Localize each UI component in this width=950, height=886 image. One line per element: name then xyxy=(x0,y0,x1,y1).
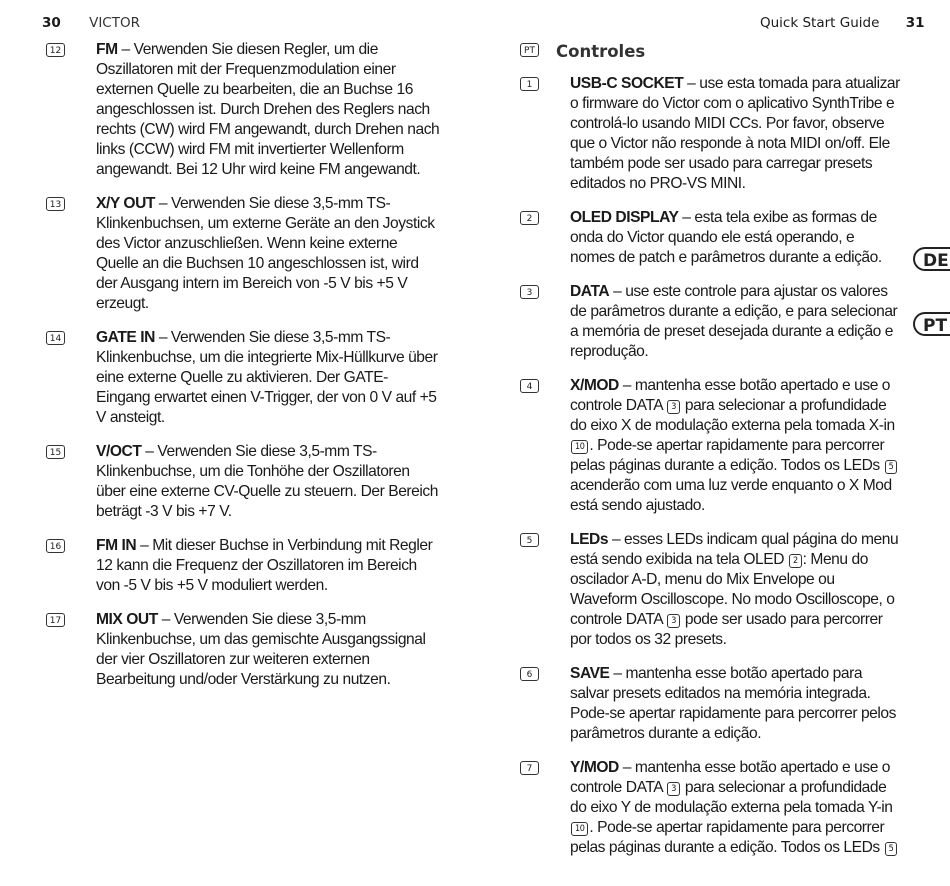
item-number-badge: 14 xyxy=(46,331,65,345)
item-description xyxy=(570,74,900,194)
item-label: Y/MOD xyxy=(570,759,619,776)
item-label: USB-C SOCKET xyxy=(570,75,684,92)
list-item xyxy=(46,442,441,522)
item-description xyxy=(570,376,900,516)
reference-number-box: 10 xyxy=(571,822,588,836)
header-title-left: VICTOR xyxy=(89,15,140,31)
item-label: GATE IN xyxy=(96,329,155,346)
list-item xyxy=(46,536,441,596)
item-text: pode ser usado para percorrer por todos os 32 presets. xyxy=(570,611,883,648)
item-label: X/MOD xyxy=(570,377,619,394)
item-label: V/OCT xyxy=(96,443,142,460)
list-item xyxy=(46,610,441,690)
item-description xyxy=(96,536,441,596)
controls-list xyxy=(520,74,900,858)
item-number-badge: 15 xyxy=(46,445,65,459)
list-item xyxy=(46,40,441,180)
item-description xyxy=(96,442,441,522)
page-number-left: 30 xyxy=(42,15,61,31)
item-text: – mantenha esse botão apertado e use o controle DATA xyxy=(570,759,891,796)
list-item xyxy=(520,530,900,650)
right-column xyxy=(520,40,900,872)
item-text: – Verwenden Sie diesen Regler, um die Oszillatoren mit der Frequenzmodulation einer externen Quelle zu bearbeiten, die an Buchse 16 angeschlossen ist. Durch Drehen des Reglers nach rechts (CW) wird FM angewandt, durch Drehen nach links (CCW) wird FM mit invertierter Wellenform angewandt. Bei 12 Uhr wird keine FM angewandt. xyxy=(96,41,440,178)
item-text: – esta tela exibe as formas de onda do Victor quando ele está operando, e nomes de patch e parâmetros durante a edição. xyxy=(570,209,882,266)
item-description xyxy=(96,194,441,314)
item-text: – use esta tomada para atualizar o firmware do Victor com o aplicativo SynthTribe e controlá-lo usando MIDI CCs. Por favor, observe que o Victor não responde à nota MIDI on/off. Ele também pode ser usado para carregar presets editados no PRO-VS MINI. xyxy=(570,75,900,192)
item-label: FM IN xyxy=(96,537,137,554)
item-label: LEDs xyxy=(570,531,609,548)
reference-number-box: 5 xyxy=(885,460,898,474)
item-label: OLED DISPLAY xyxy=(570,209,679,226)
header-left xyxy=(42,15,140,31)
item-text: – Verwenden Sie diese 3,5-mm TS-Klinkenbuchse, um die Tonhöhe der Oszillatoren über eine externe CV-Quelle zu steuern. Der Bereich beträgt -3 V bis +7 V. xyxy=(96,443,438,520)
item-description xyxy=(96,328,441,428)
item-text: – mantenha esse botão apertado e use o controle DATA xyxy=(570,377,891,414)
language-badge: PT xyxy=(520,43,539,57)
item-number-badge: 7 xyxy=(520,761,539,775)
item-label: FM xyxy=(96,41,118,58)
item-label: MIX OUT xyxy=(96,611,158,628)
item-description xyxy=(96,40,441,180)
reference-number-box: 5 xyxy=(885,842,898,856)
item-text: : Menu do oscilador A-D, menu do Mix Envelope ou Waveform Oscilloscope. No modo Oscilloscope, o controle DATA xyxy=(570,551,895,628)
list-item xyxy=(520,208,900,268)
item-number-badge: 16 xyxy=(46,539,65,553)
item-text: para selecionar a profundidade do eixo Y de modulação externa pela tomada Y-in xyxy=(570,779,893,816)
list-item xyxy=(520,282,900,362)
section-header xyxy=(520,40,900,64)
item-text: – esses LEDs indicam qual página do menu está sendo exibida na tela OLED xyxy=(570,531,899,568)
list-item xyxy=(46,194,441,314)
item-number-badge: 5 xyxy=(520,533,539,547)
item-number-badge: 6 xyxy=(520,667,539,681)
item-label: DATA xyxy=(570,283,610,300)
item-text: – Verwenden Sie diese 3,5-mm Klinkenbuchse, um das gemischte Ausgangssignal der vier Oszillatoren zur weiteren externen Bearbeitung und/oder Verstärkung zu nutzen. xyxy=(96,611,426,688)
item-number-badge: 3 xyxy=(520,285,539,299)
item-description xyxy=(570,664,900,744)
item-text: . Pode-se apertar rapidamente para percorrer pelas páginas durante a edição. Todos os LEDs xyxy=(570,819,885,856)
list-item xyxy=(46,328,441,428)
item-text: – Verwenden Sie diese 3,5-mm TS-Klinkenbuchse, um die integrierte Mix-Hüllkurve über eine externe Quelle zu aktivieren. Der GATE-Eingang erwartet einen V-Trigger, der von 0 V auf +5 V ansteigt. xyxy=(96,329,438,426)
item-text: – Verwenden Sie diese 3,5-mm TS-Klinkenbuchsen, um externe Geräte an den Joystick des Victor anzuschließen. Wenn keine externe Quelle an die Buchsen 10 angeschlossen ist, wird der Ausgang intern im Bereich von -5 V bis +5 V erzeugt. xyxy=(96,195,435,312)
item-text: para selecionar a profundidade do eixo X de modulação externa pela tomada X-in xyxy=(570,397,895,434)
item-number-badge: 1 xyxy=(520,77,539,91)
language-tab-de[interactable]: DE xyxy=(913,247,950,271)
item-label: X/Y OUT xyxy=(96,195,155,212)
item-text: . Pode-se apertar rapidamente para percorrer pelas páginas durante a edição. Todos os LEDs xyxy=(570,437,885,474)
language-tab-pt[interactable]: PT xyxy=(913,312,950,336)
item-number-badge: 17 xyxy=(46,613,65,627)
header-title-right: Quick Start Guide xyxy=(760,15,880,31)
list-item xyxy=(520,758,900,858)
item-text: acenderão com uma luz verde enquanto o X Mod está sendo ajustado. xyxy=(570,477,892,514)
item-label: SAVE xyxy=(570,665,610,682)
item-description xyxy=(570,282,900,362)
item-number-badge: 4 xyxy=(520,379,539,393)
reference-number-box: 3 xyxy=(667,782,680,796)
reference-number-box: 2 xyxy=(789,554,802,568)
item-number-badge: 2 xyxy=(520,211,539,225)
reference-number-box: 10 xyxy=(571,440,588,454)
item-text: – Mit dieser Buchse in Verbindung mit Regler 12 kann die Frequenz der Oszillatoren im Bereich von -5 V bis +5 V moduliert werden. xyxy=(96,537,433,594)
item-number-badge: 12 xyxy=(46,43,65,57)
reference-number-box: 3 xyxy=(667,400,680,414)
reference-number-box: 3 xyxy=(667,614,680,628)
list-item xyxy=(520,376,900,516)
section-title: Controles xyxy=(556,42,646,61)
item-description xyxy=(96,610,441,690)
list-item xyxy=(520,664,900,744)
list-item xyxy=(520,74,900,194)
item-text: – mantenha esse botão apertado para salvar presets editados na memória integrada. Pode-se apertar rapidamente para percorrer pelos parâmetros durante a edição. xyxy=(570,665,896,742)
header-right xyxy=(760,15,924,31)
item-description xyxy=(570,208,900,268)
item-number-badge: 13 xyxy=(46,197,65,211)
left-column xyxy=(46,40,441,704)
item-description xyxy=(570,758,900,858)
item-text: – use este controle para ajustar os valores de parâmetros durante a edição, e para selecionar a memória de preset desejada durante a edição e reprodução. xyxy=(570,283,898,360)
item-description xyxy=(570,530,900,650)
page-number-right: 31 xyxy=(905,15,925,31)
